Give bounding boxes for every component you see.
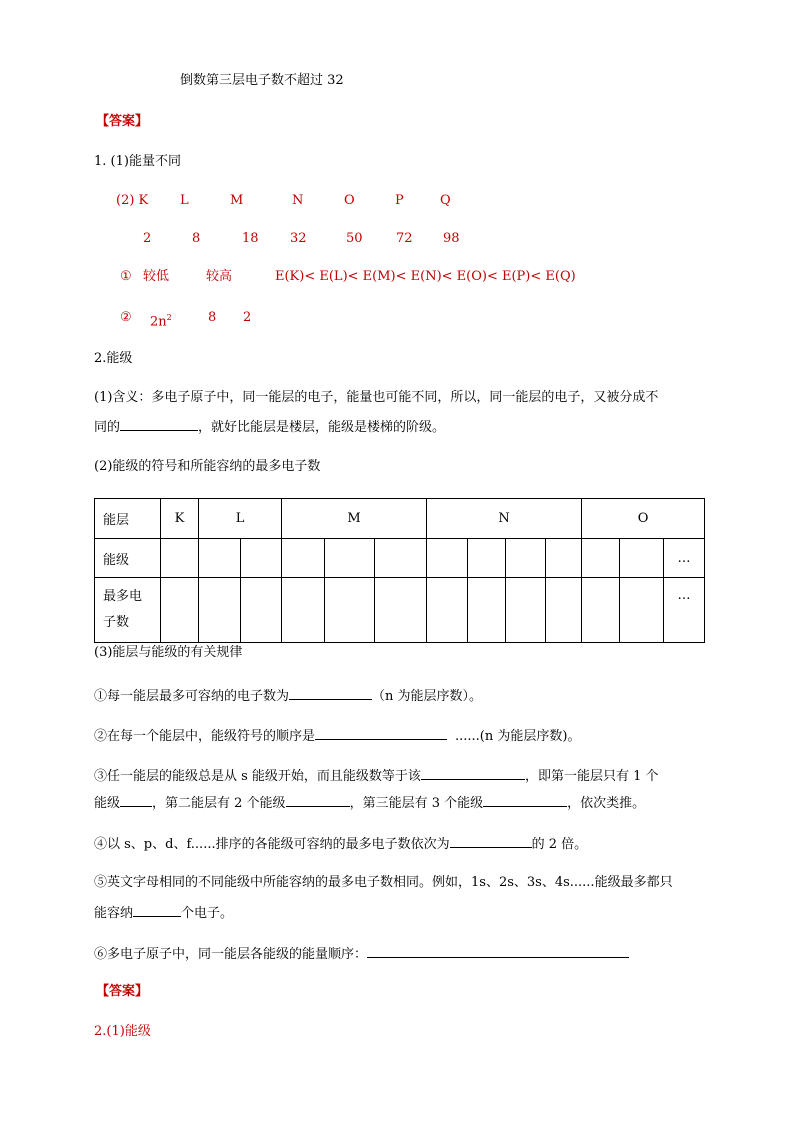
table-header-cell: 能层 [95, 499, 161, 539]
top-line: 倒数第三层电子数不超过 32 [180, 73, 344, 88]
energy-level-table [94, 498, 705, 643]
table-cell-ellipsis: … [664, 539, 705, 578]
table-cell[interactable] [468, 539, 506, 578]
text-span: ⑥多电子原子中，同一能层各能级的能量顺序： [94, 947, 368, 962]
capacity-value: 32 [290, 231, 307, 246]
table-cell[interactable] [282, 578, 325, 643]
shell-k: (2) K [116, 193, 149, 208]
energy-low: 较低 [143, 269, 170, 284]
table-header-cell: L [199, 499, 282, 539]
rule-3-line-2 [94, 792, 645, 813]
text-span: 子数 [103, 615, 130, 630]
table-cell[interactable] [325, 578, 375, 643]
capacity-value: 2 [143, 231, 152, 246]
formula-base: 2n [150, 314, 167, 330]
formula-exponent: 2 [166, 313, 172, 322]
answer-label: 【答案】 [96, 114, 149, 129]
table-cell[interactable] [620, 578, 664, 643]
text-span: （n 为能层序数）。 [372, 689, 483, 704]
table-cell[interactable] [325, 539, 375, 578]
text-span: 的 2 倍。 [531, 837, 588, 852]
rule-5-line-1: ⑤英文字母相同的不同能级中所能容纳的最多电子数相同。例如，1s、2s、3s、4s......能级最多都只 [94, 875, 673, 890]
circle-two: ② [120, 310, 132, 325]
table-cell[interactable] [282, 539, 325, 578]
table-cell[interactable] [427, 578, 468, 643]
text-span: 个电子。 [181, 906, 234, 921]
text-span: ，依次类推。 [567, 796, 646, 811]
formula [150, 309, 172, 331]
text-span: 同的 [94, 420, 121, 435]
answer-value: 2 [243, 310, 252, 325]
table-cell[interactable] [375, 578, 427, 643]
energy-order: E(K)< E(L)< E(M)< E(N)< E(O)< E(P)< E(Q) [275, 269, 576, 284]
table-row-label: 能级 [95, 539, 161, 578]
rule-2 [94, 725, 580, 746]
text-span: 能容纳 [94, 906, 134, 921]
answer-value: 8 [208, 310, 217, 325]
table-cell[interactable] [546, 578, 582, 643]
answer-item-2: 2.(1)能级 [94, 1024, 151, 1039]
table-cell[interactable] [241, 578, 282, 643]
table-header-cell: N [427, 499, 582, 539]
table-cell[interactable] [427, 539, 468, 578]
rule-5-line-2 [94, 902, 233, 923]
capacity-value: 50 [346, 231, 363, 246]
shell-label: O [344, 193, 355, 208]
shell-label: P [395, 193, 404, 208]
subsection-title: (3)能层与能级的有关规律 [94, 645, 243, 660]
rule-4 [94, 833, 587, 854]
shell-label: Q [440, 193, 451, 208]
table-cell[interactable] [546, 539, 582, 578]
paragraph-line: (1)含义：多电子原子中，同一能层的电子，能量也可能不同，所以，同一能层的电子，又被分成不 [94, 390, 659, 405]
rule-3-line-1 [94, 765, 658, 786]
table-cell-ellipsis: … [664, 578, 705, 643]
text-span: ②在每一个能层中，能级符号的顺序是 [94, 729, 316, 744]
text-span: 最多电 [103, 589, 143, 604]
fill-blank[interactable] [120, 416, 198, 431]
table-cell[interactable] [199, 539, 241, 578]
capacity-value: 98 [443, 231, 460, 246]
capacity-value: 18 [242, 231, 259, 246]
table-cell[interactable] [161, 539, 199, 578]
text-span: ，第二能层有 2 个能级 [152, 796, 286, 811]
text-span: ，就好比能层是楼层，能级是楼梯的阶级。 [198, 420, 446, 435]
text-span: ③任一能层的能级总是从 s 能级开始，而且能级数等于该 [94, 769, 421, 784]
shell-label: M [230, 193, 244, 208]
capacity-value: 8 [192, 231, 201, 246]
circle-one: ① [120, 269, 132, 284]
text-span: ，即第一能层只有 1 个 [524, 769, 659, 784]
text-span: ①每一能层最多可容纳的电子数为 [94, 689, 290, 704]
fill-blank[interactable] [315, 725, 447, 740]
shell-label: N [292, 193, 304, 208]
text-span: 能级 [94, 796, 121, 811]
table-cell[interactable] [468, 578, 506, 643]
table-cell[interactable] [582, 539, 620, 578]
rule-1 [94, 685, 482, 706]
subsection-title: (2)能级的符号和所能容纳的最多电子数 [94, 459, 321, 474]
table-cell[interactable] [506, 578, 546, 643]
table-header-cell: M [282, 499, 427, 539]
fill-blank[interactable] [450, 833, 532, 848]
fill-blank[interactable] [286, 792, 350, 807]
answer-label: 【答案】 [96, 984, 149, 999]
fill-blank[interactable] [367, 943, 629, 958]
fill-blank[interactable] [120, 792, 152, 807]
section-title: 2.能级 [94, 351, 133, 366]
table-header-cell: K [161, 499, 199, 539]
shell-label: L [180, 193, 189, 208]
text-span: ......(n 为能层序数)。 [455, 729, 581, 744]
capacity-value: 72 [396, 231, 413, 246]
text-span: ④以 s、p、d、f......排序的各能级可容纳的最多电子数依次为 [94, 837, 450, 852]
rule-6 [94, 943, 629, 964]
answer-item-1: 1. (1)能量不同 [94, 154, 181, 169]
table-cell[interactable] [375, 539, 427, 578]
energy-high: 较高 [206, 269, 233, 284]
fill-blank[interactable] [483, 792, 567, 807]
table-cell[interactable] [161, 578, 199, 643]
fill-blank[interactable] [289, 685, 372, 700]
table-cell[interactable] [582, 578, 620, 643]
text-span: ，第三能层有 3 个能级 [349, 796, 484, 811]
fill-blank[interactable] [421, 765, 525, 780]
table-cell[interactable] [620, 539, 664, 578]
table-row-label [95, 578, 161, 643]
fill-blank[interactable] [133, 902, 181, 917]
paragraph-line [94, 416, 445, 437]
table-cell[interactable] [241, 539, 282, 578]
table-header-cell: O [582, 499, 705, 539]
table-cell[interactable] [506, 539, 546, 578]
table-cell[interactable] [199, 578, 241, 643]
